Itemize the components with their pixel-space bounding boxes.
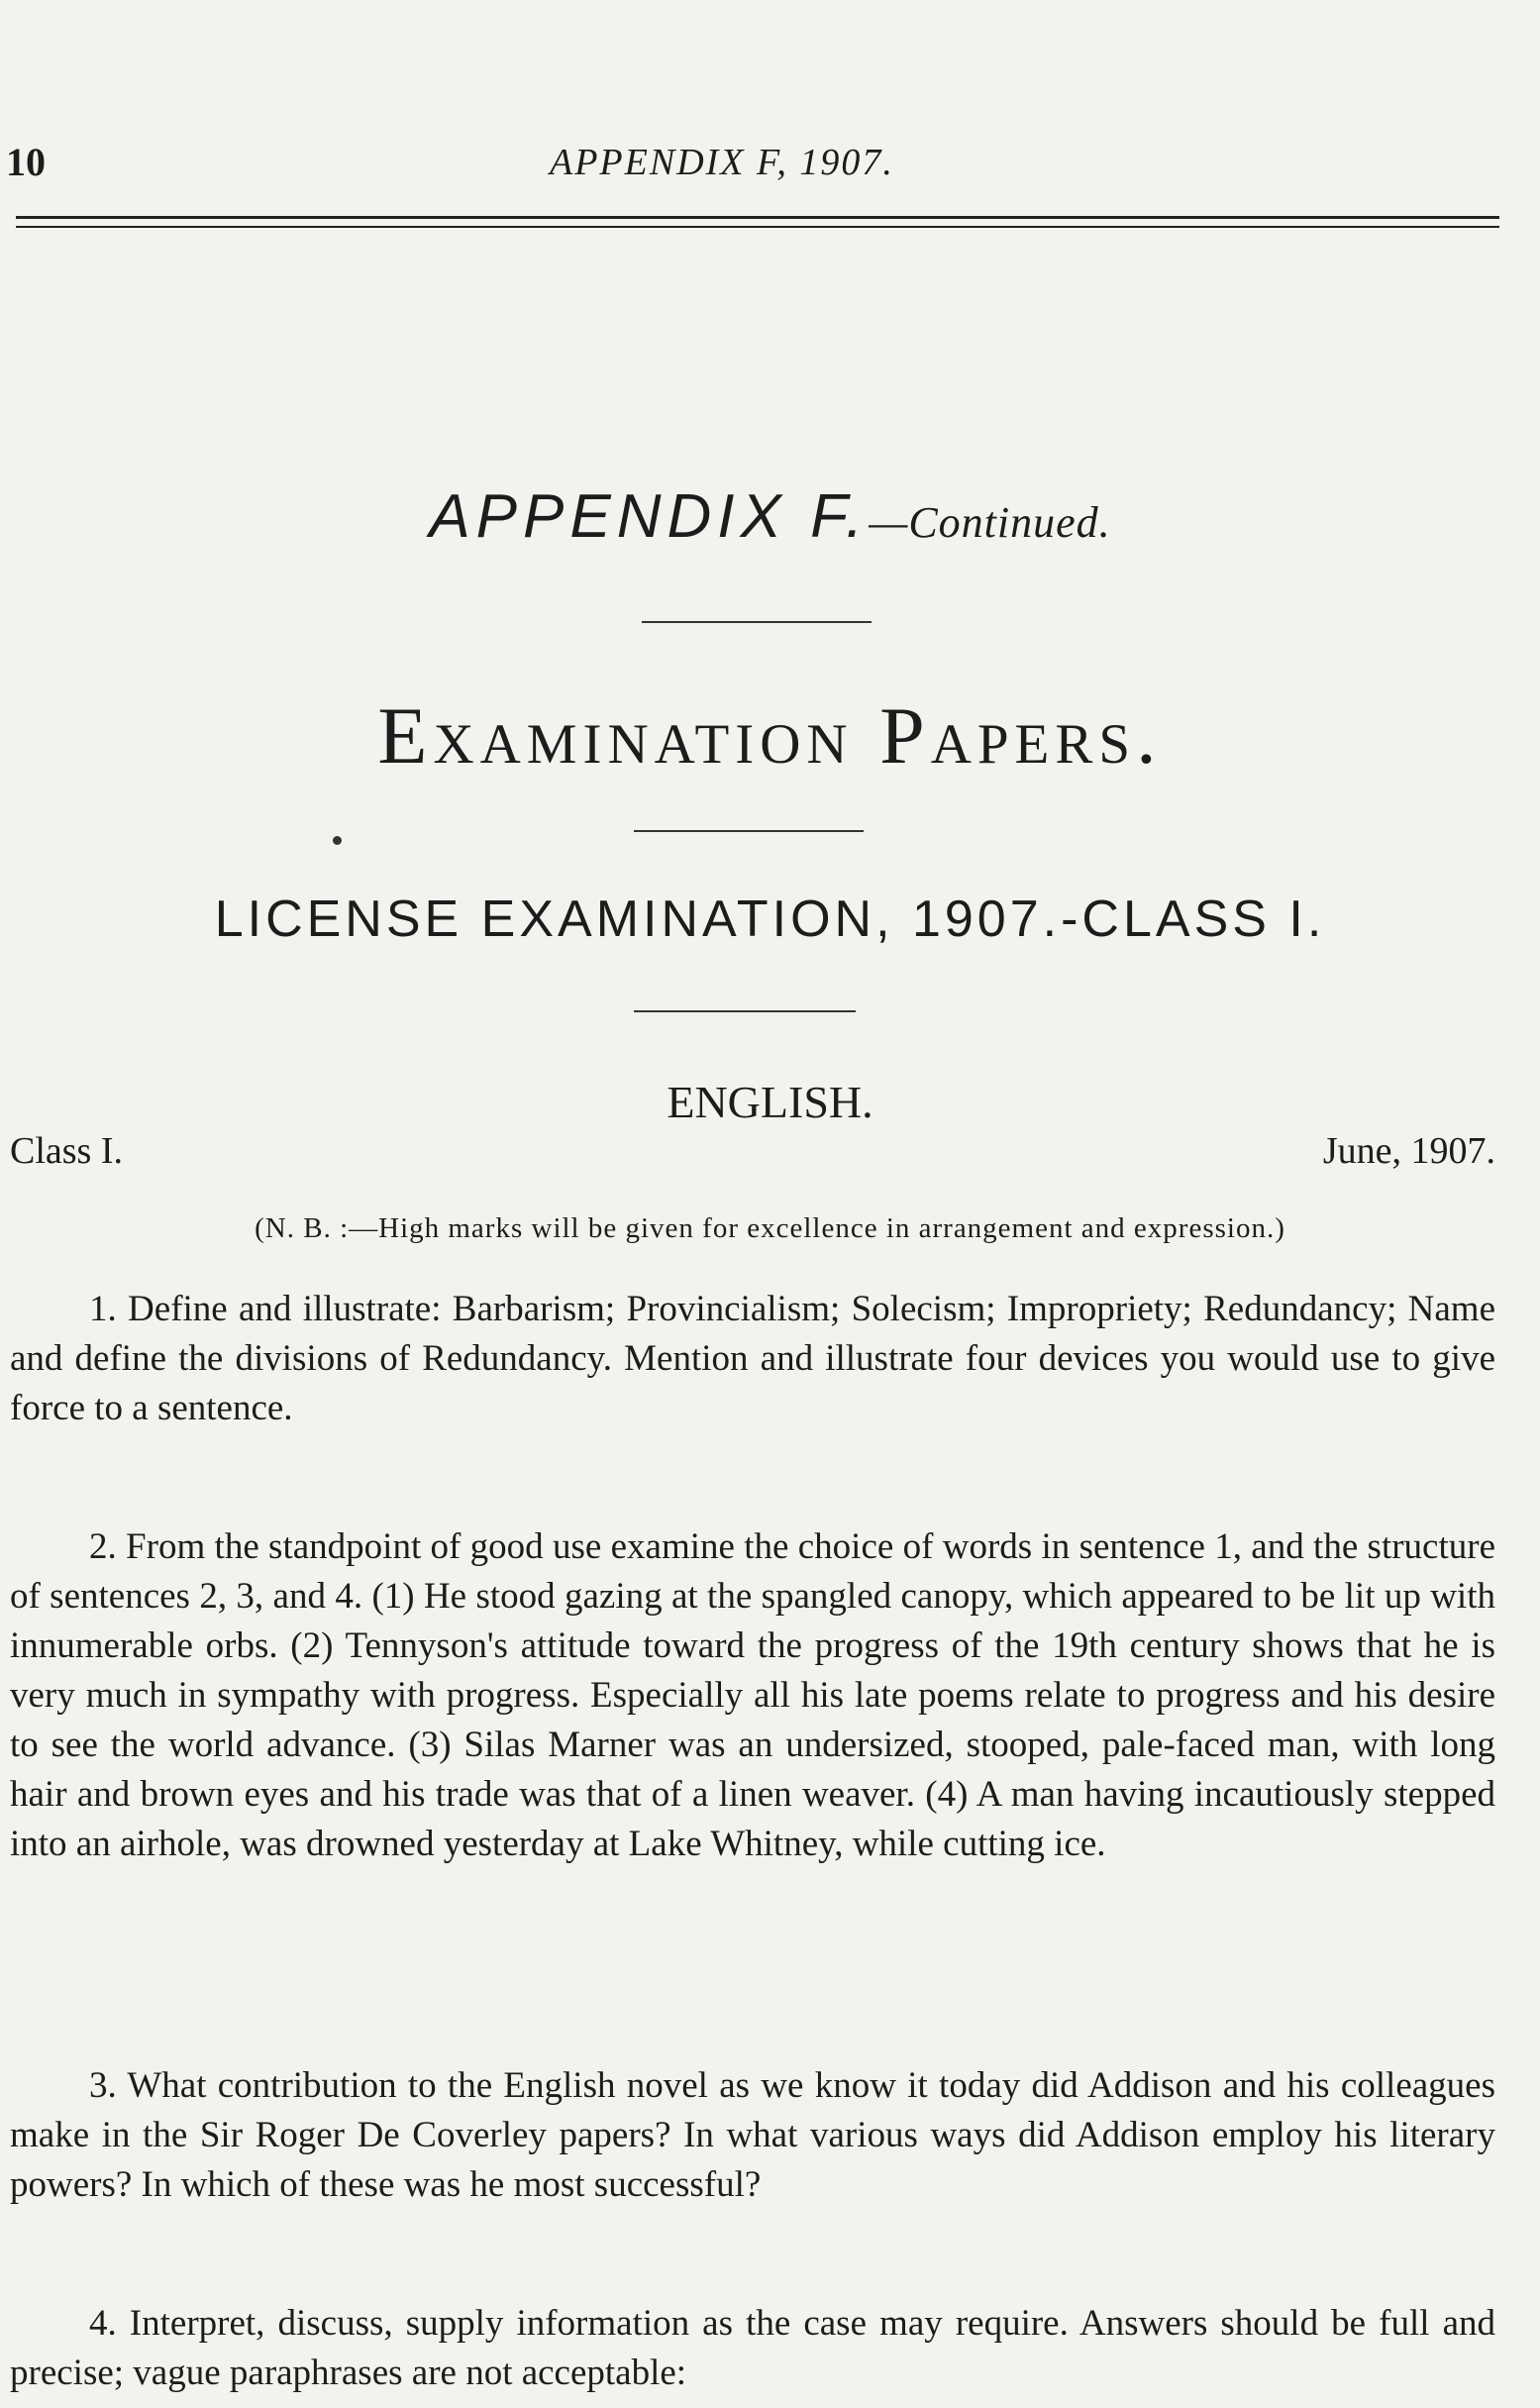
appendix-heading-continued: —Continued. <box>869 498 1111 547</box>
exam-date: June, 1907. <box>1322 1130 1495 1172</box>
section-divider <box>634 830 864 832</box>
section-divider <box>642 621 872 623</box>
appendix-heading-main: APPENDIX F. <box>429 482 870 551</box>
header-rule <box>16 216 1499 219</box>
question-4: 4. Interpret, discuss, supply information as the case may require. Answers should be full and precise; vague paraphrases are not acceptable: <box>10 2303 1495 2393</box>
question-1: 1. Define and illustrate: Barbarism; Provincialism; Solecism; Impropriety; Redundancy; Name and define the divisions of Redundancy. Mention and illustrate four devices you would use to give force to a sentence. <box>10 1289 1495 1428</box>
class-label: Class I. <box>10 1130 123 1172</box>
running-title: APPENDIX F, 1907. <box>550 142 894 183</box>
question-3: 3. What contribution to the English novel as we know it today did Addison and his colleagues make in the Sir Roger De Coverley papers? In what various ways did Addison employ his literary powers? In which of these was he most successful? <box>10 2065 1495 2205</box>
question-2: 2. From the standpoint of good use examine the choice of words in sentence 1, and the structure of sentences 2, 3, and 4. (1) He stood gazing at the spangled canopy, which appeared to be lit up with innumerable orbs. (2) Tennyson's attitude toward the progress of the 19th century shows that he is very much in sympathy with progress. Especially all his late poems relate to progress and his desire to see the world advance. (3) Silas Marner was an undersized, stooped, pale-faced man, with long hair and brown eyes and his trade was that of a linen weaver. (4) A man having incautiously stepped into an airhole, was drowned yesterday at Lake Whitney, while cutting ice. <box>10 1526 1495 1864</box>
exam-note: (N. B. :—High marks will be given for excellence in arrangement and expression.) <box>255 1212 1285 1244</box>
section-divider <box>634 1010 856 1012</box>
license-title: LICENSE EXAMINATION, 1907.-CLASS I. <box>214 890 1326 948</box>
header-rule-secondary <box>16 226 1499 228</box>
exam-title: Examination Papers. <box>377 690 1163 781</box>
appendix-heading <box>0 481 1540 552</box>
subject-heading: ENGLISH. <box>667 1077 873 1127</box>
running-head <box>0 139 1540 198</box>
ink-speck <box>333 836 342 845</box>
page-number: 10 <box>6 140 46 184</box>
